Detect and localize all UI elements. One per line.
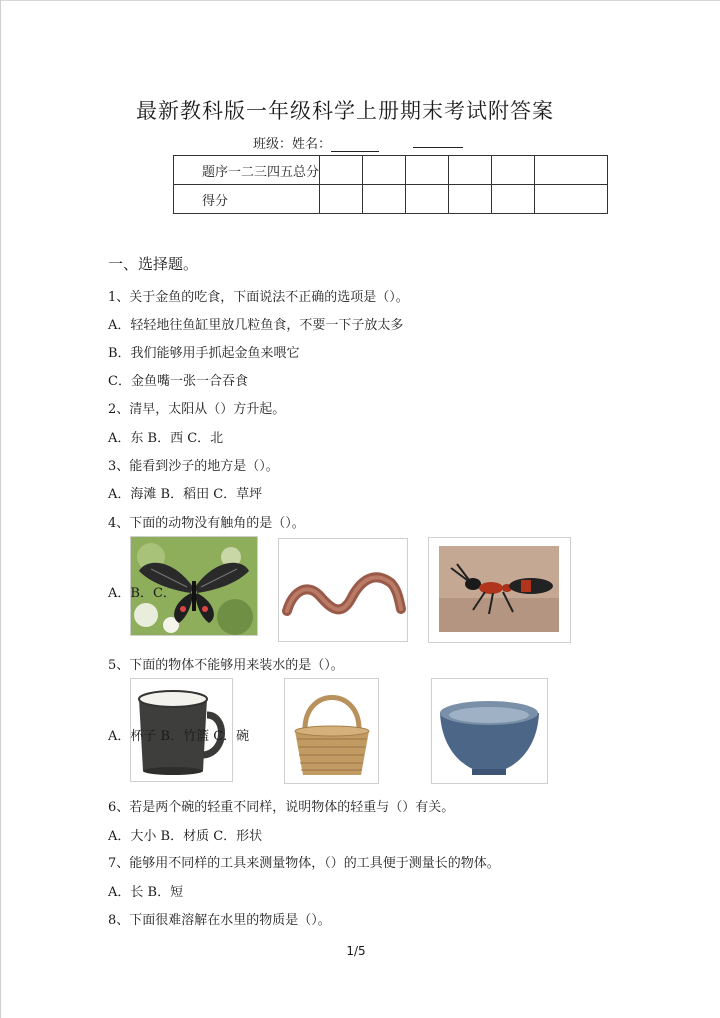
question-line: 1、关于金鱼的吃食，下面说法不正确的选项是（）。 [108, 290, 409, 305]
question-line: 8、下面很难溶解在水里的物质是（）。 [108, 913, 331, 928]
bamboo-basket-photo [284, 678, 379, 784]
score-label: 得分 [174, 185, 320, 214]
option-line: A．海滩 B．稻田 C．草坪 [108, 487, 263, 502]
q5-options-label: A．杯子 B．竹篮 C．碗 [108, 729, 250, 744]
question-line: 6、若是两个碗的轻重不同样，说明物体的轻重与（）有关。 [108, 800, 455, 815]
question-line: 5、下面的物体不能够用来装水的是（）。 [108, 658, 344, 673]
ant-photo [428, 537, 571, 643]
earthworm-photo [278, 538, 408, 642]
bowl-photo [431, 678, 548, 784]
score-table-header-row [174, 156, 608, 185]
class-name-line [253, 133, 379, 152]
question-line: 4、下面的动物没有触角的是（）。 [108, 516, 305, 531]
option-line: A．轻轻地往鱼缸里放几粒鱼食，不要一下子放太多 [108, 318, 404, 333]
class-label: 班级： [253, 137, 293, 152]
question-line: 2、清早，太阳从（）方升起。 [108, 402, 286, 417]
page-title: 最新教科版一年级科学上册期末考试附答案 [136, 99, 554, 123]
page-edge-top [0, 0, 720, 1]
option-line: A．大小 B．材质 C．形状 [108, 829, 263, 844]
id-blank [413, 147, 463, 148]
page-number: 1/5 [346, 944, 366, 958]
section-heading: 一、选择题。 [108, 255, 199, 273]
option-line: B．我们能够用手抓起金鱼来喂它 [108, 346, 300, 361]
name-blank [331, 139, 379, 152]
option-line: A．东 B．西 C．北 [108, 431, 224, 446]
option-line: A．长 B．短 [108, 885, 184, 900]
score-table-header: 题序一二三四五总分 [174, 156, 320, 185]
option-line: C．金鱼嘴一张一合吞食 [108, 374, 248, 389]
name-label: 姓名： [292, 137, 332, 152]
page-edge-left [0, 0, 1, 1018]
score-table-score-row [174, 185, 608, 214]
question-line: 7、能够用不同样的工具来测量物体，（）的工具便于测量长的物体。 [108, 856, 500, 871]
question-line: 3、能看到沙子的地方是（）。 [108, 459, 279, 474]
score-table [173, 155, 608, 214]
q4-options-label: A．B．C． [108, 586, 176, 601]
